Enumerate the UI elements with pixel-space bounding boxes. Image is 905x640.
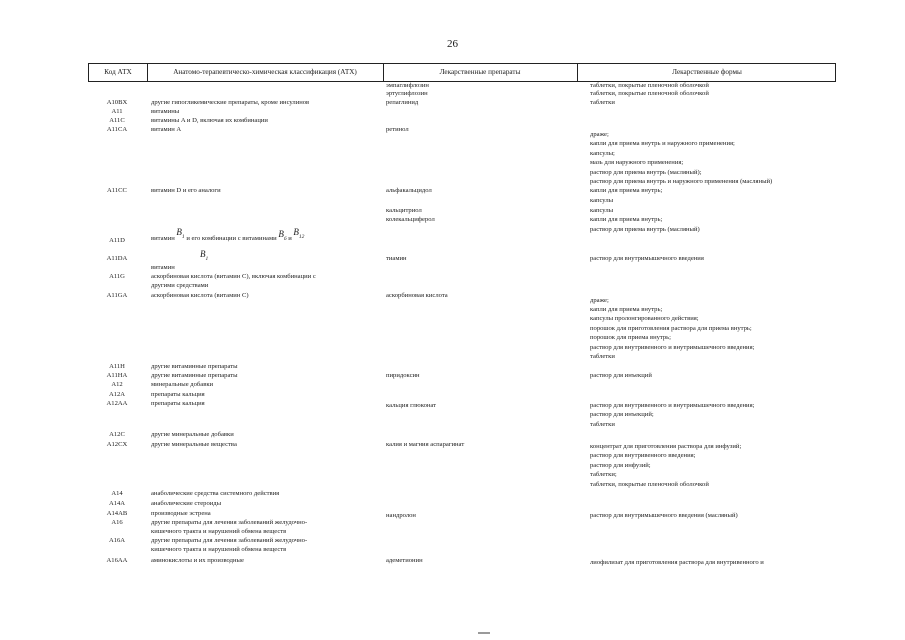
atc-code: A12A: [108, 391, 126, 398]
dosage-form: раствор для внутривенного введения;: [590, 452, 696, 459]
classification-text: другие препараты для лечения заболеваний желудочно-: [151, 537, 308, 544]
atc-code: A16: [111, 519, 123, 526]
classification-text: другие гипогликемические препараты, кроме инсулинов: [151, 99, 310, 106]
dosage-form: раствор для приема внутрь (масляный);: [590, 169, 702, 176]
drug-name: калия и магния аспарагинат: [386, 441, 465, 448]
drug-name: эмпаглифлозин: [386, 82, 429, 89]
drug-name: кальцитриол: [386, 207, 422, 214]
dosage-form: раствор для инъекций: [590, 372, 652, 379]
dosage-form: раствор для внутримышечного введения (масляный): [590, 512, 738, 519]
classification-text: другие витаминные препараты: [151, 372, 238, 379]
classification-text: аскорбиновая кислота (витамин C): [151, 292, 249, 299]
atc-code: A14AB: [106, 510, 128, 517]
dosage-form: раствор для внутримышечного введения: [590, 255, 704, 262]
drug-name: ретинол: [386, 126, 409, 133]
dosage-form: таблетки, покрытые пленочной оболочкой: [590, 90, 709, 97]
dosage-form: раствор для инъекций;: [590, 411, 654, 418]
dosage-form: порошок для приготовления раствора для приема внутрь;: [590, 325, 752, 332]
dosage-form: капли для приема внутрь;: [590, 306, 663, 313]
header-classification: Анатомо-терапевтическо-химическая классификация (АТХ): [173, 68, 357, 76]
classification-text: другие минеральные добавки: [151, 431, 234, 438]
table-header: [88, 63, 836, 82]
dosage-form: мазь для наружного применения;: [590, 159, 684, 166]
atc-code: A11: [111, 108, 123, 115]
scan-artifact: [478, 632, 490, 634]
drug-name: аскорбиновая кислота: [386, 292, 448, 299]
drug-name: адеметионин: [386, 557, 423, 564]
formula-cell-a11da: [151, 249, 209, 265]
dosage-form: раствор для приема внутрь и наружного применения (масляный): [590, 178, 773, 185]
atc-code: A12: [111, 381, 123, 388]
dosage-form: раствор для инфузий;: [590, 462, 651, 469]
dosage-form: таблетки: [590, 421, 615, 428]
formula-cell-a11d: [151, 227, 305, 246]
drug-name: репаглинид: [386, 99, 419, 106]
page-number: 26: [447, 38, 458, 50]
drug-name: альфакальцидол: [386, 187, 432, 194]
classification-text: витамины: [151, 108, 180, 115]
vitamin-b6-symbol: $B_6$: [278, 229, 287, 242]
atc-code: A11CA: [106, 126, 128, 133]
drug-name: тиамин: [386, 255, 407, 262]
header-divider: [147, 64, 148, 81]
atc-code: A14A: [108, 500, 126, 507]
classification-text: аминокислоты и их производные: [151, 557, 244, 564]
dosage-form: капсулы пролонгированного действия;: [590, 315, 699, 322]
dosage-form: таблетки;: [590, 471, 617, 478]
drug-name: пиридоксин: [386, 372, 420, 379]
dosage-form: драже;: [590, 297, 609, 304]
classification-text: витамины A и D, включая их комбинации: [151, 117, 268, 124]
dosage-form: капсулы;: [590, 150, 615, 157]
header-forms: Лекарственные формы: [672, 68, 742, 76]
vitamin-b12-symbol: $B_{12}$: [293, 227, 305, 240]
dosage-form: таблетки, покрытые пленочной оболочкой: [590, 481, 709, 488]
atc-code: A10BX: [106, 99, 128, 106]
vitamin-b1-symbol: $B_1$: [176, 227, 185, 240]
dosage-form: таблетки: [590, 99, 615, 106]
classification-text: кишечного тракта и нарушений обмена веществ: [151, 528, 287, 535]
atc-code: A11D: [109, 237, 125, 244]
drug-name: колекальциферол: [386, 216, 435, 223]
header-code: Код АТХ: [104, 68, 132, 76]
atc-code: A12C: [109, 431, 125, 438]
vitamin-b1-symbol: $B_1$: [200, 249, 209, 262]
dosage-form: капсулы: [590, 207, 614, 214]
classification-text: анаболические средства системного действия: [151, 490, 280, 497]
classification-text: другие минеральные вещества: [151, 441, 237, 448]
formula-text: и его комбинации с витаминами: [186, 235, 277, 242]
header-drugs: Лекарственные препараты: [439, 68, 521, 76]
atc-table: [88, 63, 836, 566]
atc-code: A11CC: [107, 187, 127, 194]
dosage-form: лиофилизат для приготовления раствора для внутривенного и: [590, 559, 764, 566]
atc-code: A14: [111, 490, 123, 497]
atc-code: A11HA: [106, 372, 128, 379]
atc-code: A11GA: [106, 292, 128, 299]
atc-code: A11C: [109, 117, 125, 124]
classification-text: кишечного тракта и нарушений обмена веществ: [151, 546, 287, 553]
dosage-form: таблетки, покрытые пленочной оболочкой: [590, 82, 709, 89]
classification-text: препараты кальция: [151, 391, 205, 398]
classification-text: другие препараты для лечения заболеваний желудочно-: [151, 519, 308, 526]
dosage-form: капли для приема внутрь и наружного применения;: [590, 140, 735, 147]
dosage-form: раствор для внутривенного и внутримышечного введения;: [590, 402, 755, 409]
drug-name: эртуглифлозин: [386, 90, 428, 97]
atc-code: A11DA: [106, 255, 128, 262]
atc-code: A11H: [109, 363, 125, 370]
classification-text: препараты кальция: [151, 400, 205, 407]
header-divider: [383, 64, 384, 81]
atc-code: A12AA: [106, 400, 128, 407]
atc-code: A11G: [109, 273, 125, 280]
formula-conj: и: [288, 235, 292, 242]
classification-text: другие витаминные препараты: [151, 363, 238, 370]
formula-word: витамин: [151, 235, 175, 242]
dosage-form: раствор для внутривенного и внутримышечного введения;: [590, 344, 755, 351]
header-divider: [577, 64, 578, 81]
dosage-form: капли для приема внутрь;: [590, 216, 663, 223]
dosage-form: драже;: [590, 131, 609, 138]
classification-text: анаболические стероиды: [151, 500, 222, 507]
classification-text: минеральные добавки: [151, 381, 214, 388]
classification-text: витамин A: [151, 126, 182, 133]
drug-name: нандролон: [386, 512, 416, 519]
classification-text: витамин D и его аналоги: [151, 187, 221, 194]
drug-name: кальция глюконат: [386, 402, 437, 409]
atc-code: A12CX: [106, 441, 128, 448]
dosage-form: капсулы: [590, 197, 614, 204]
dosage-form: концентрат для приготовления раствора для инфузий;: [590, 443, 742, 450]
classification-text: производные эстрена: [151, 510, 211, 517]
classification-text: аскорбиновая кислота (витамин C), включая комбинации с: [151, 273, 316, 280]
atc-code: A16A: [108, 537, 126, 544]
dosage-form: капли для приема внутрь;: [590, 187, 663, 194]
atc-code: A16AA: [106, 557, 128, 564]
dosage-form: порошок для приема внутрь;: [590, 334, 671, 341]
dosage-form: таблетки: [590, 353, 615, 360]
classification-text: другими средствами: [151, 282, 209, 289]
dosage-form: раствор для приема внутрь (масляный): [590, 226, 700, 233]
formula-word: витамин: [151, 264, 175, 271]
